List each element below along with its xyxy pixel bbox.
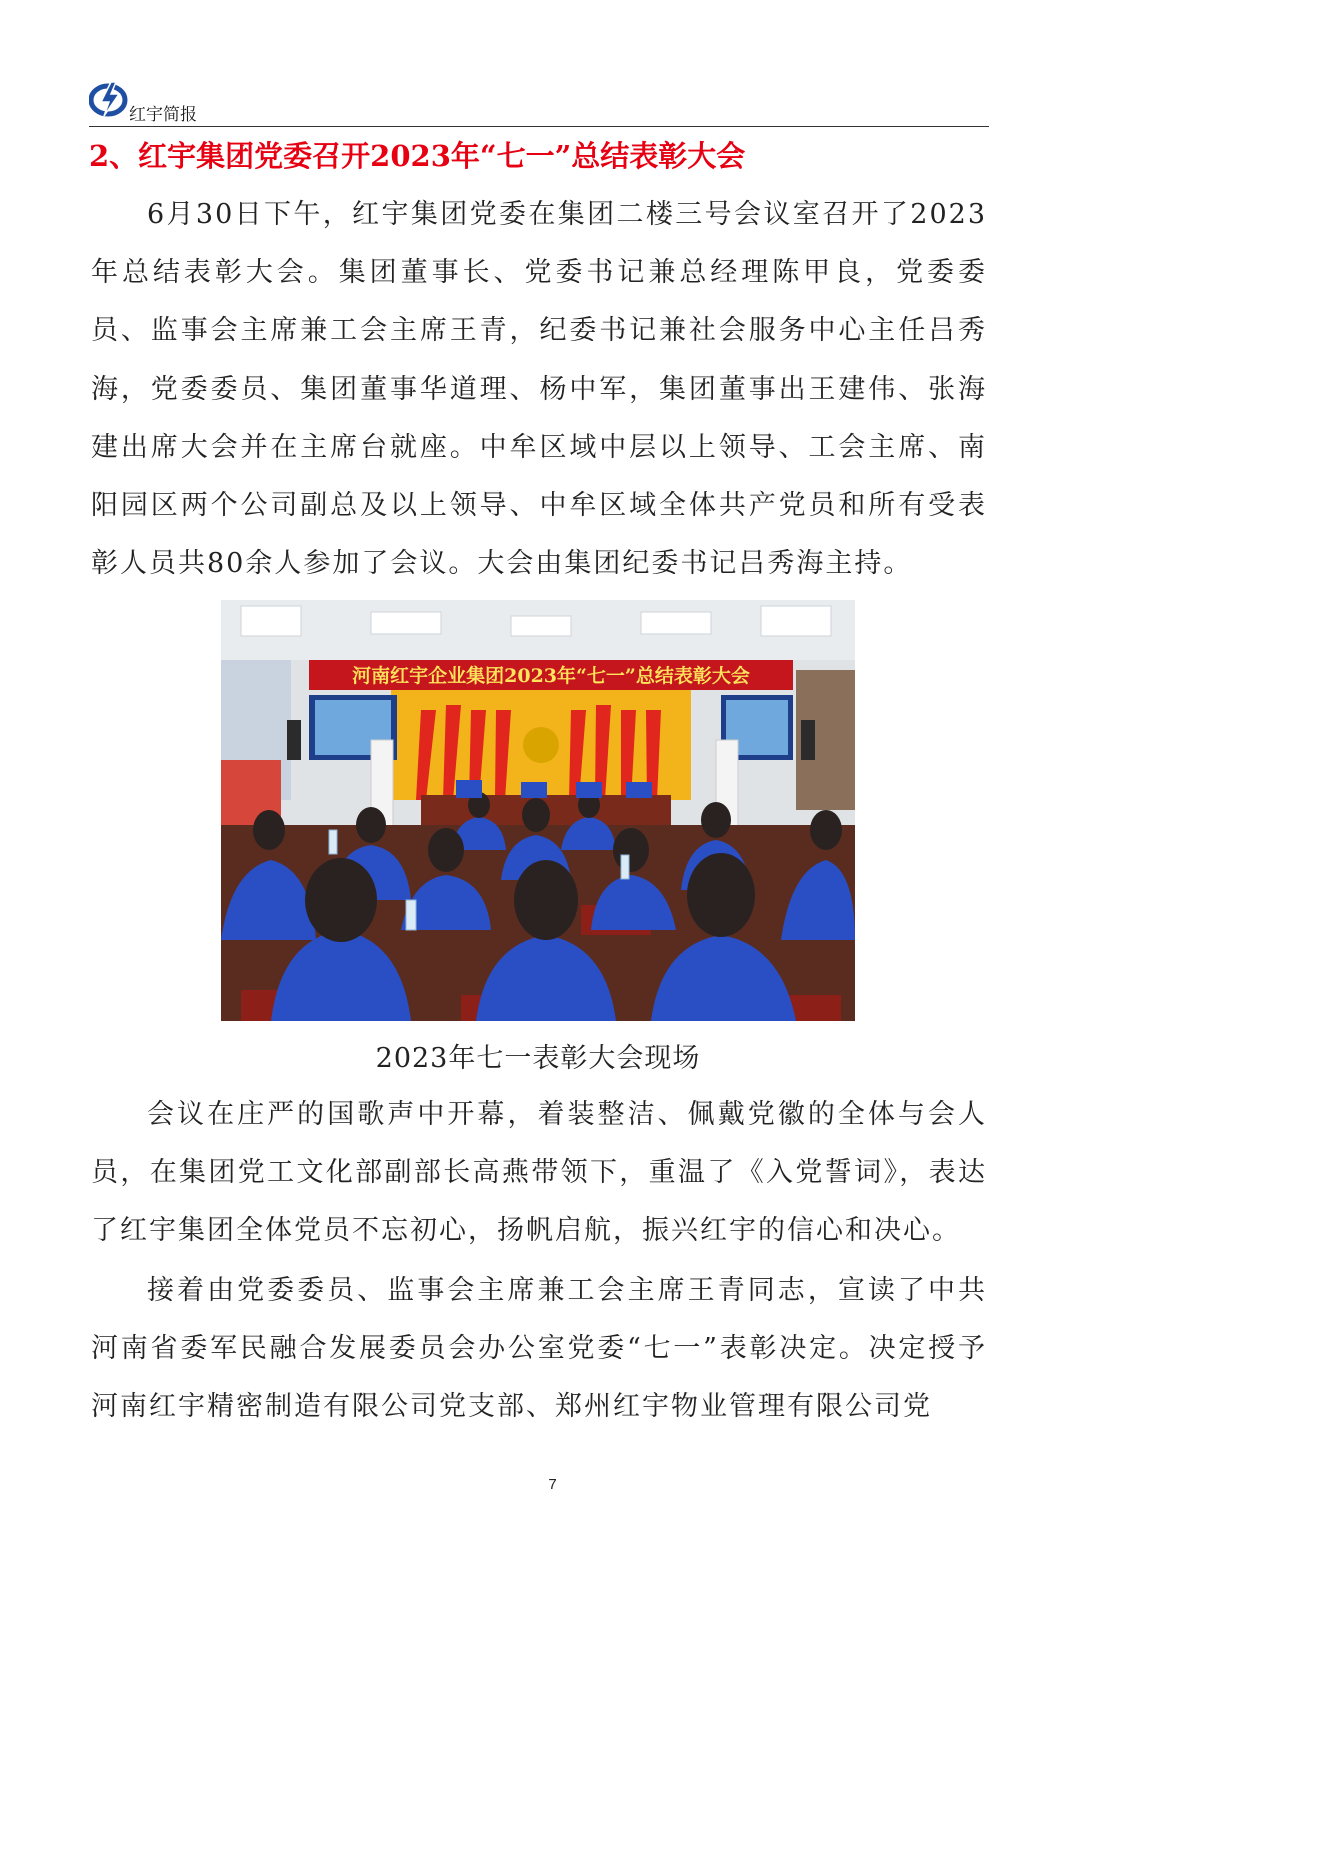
article-paragraph-1: 6月30日下午，红宇集团党委在集团二楼三号会议室召开了2023年总结表彰大会。集团董事长、党委书记兼总经理陈甲良，党委委员、监事会主席兼工会主席王青，纪委书记兼社会服务中心主任吕秀海，党委委员、集团董事华道理、杨中军，集团董事出王建伟、张海建出席大会并在主席台就座。中牟区域中层以上领导、工会主席、南阳园区两个公司副总及以上领导、中牟区域全体共产党员和所有受表彰人员共80余人参加了会议。大会由集团纪委书记吕秀海主持。 (91, 199, 987, 580)
photo-caption: 2023年七一表彰大会现场 (375, 1043, 701, 1074)
article-paragraph-2: 会议在庄严的国歌声中开幕，着装整洁、佩戴党徽的全体与会人员，在集团党工文化部副部长高燕带领下，重温了《入党誓词》，表达了红宇集团全体党员不忘初心，扬帆启航，振兴红宇的信心和决心。 (91, 1099, 987, 1247)
header-divider (89, 126, 989, 127)
banner-text: 河南红宇企业集团2023年“七一”总结表彰大会 (352, 665, 750, 687)
newsletter-brand: 红宇简报 (129, 105, 197, 124)
meeting-photo-illustration (221, 600, 855, 1021)
meeting-photo (221, 600, 855, 1021)
article-title: 2、红宇集团党委召开2023年“七一”总结表彰大会 (89, 139, 746, 173)
page-number: 7 (548, 1476, 557, 1493)
hongyu-lightning-logo-icon (89, 80, 131, 118)
article-paragraph-3: 接着由党委委员、监事会主席兼工会主席王青同志，宣读了中共河南省委军民融合发展委员会办公室党委“七一”表彰决定。决定授予河南红宇精密制造有限公司党支部、郑州红宇物业管理有限公司党 (91, 1275, 987, 1423)
page-header (89, 76, 989, 128)
